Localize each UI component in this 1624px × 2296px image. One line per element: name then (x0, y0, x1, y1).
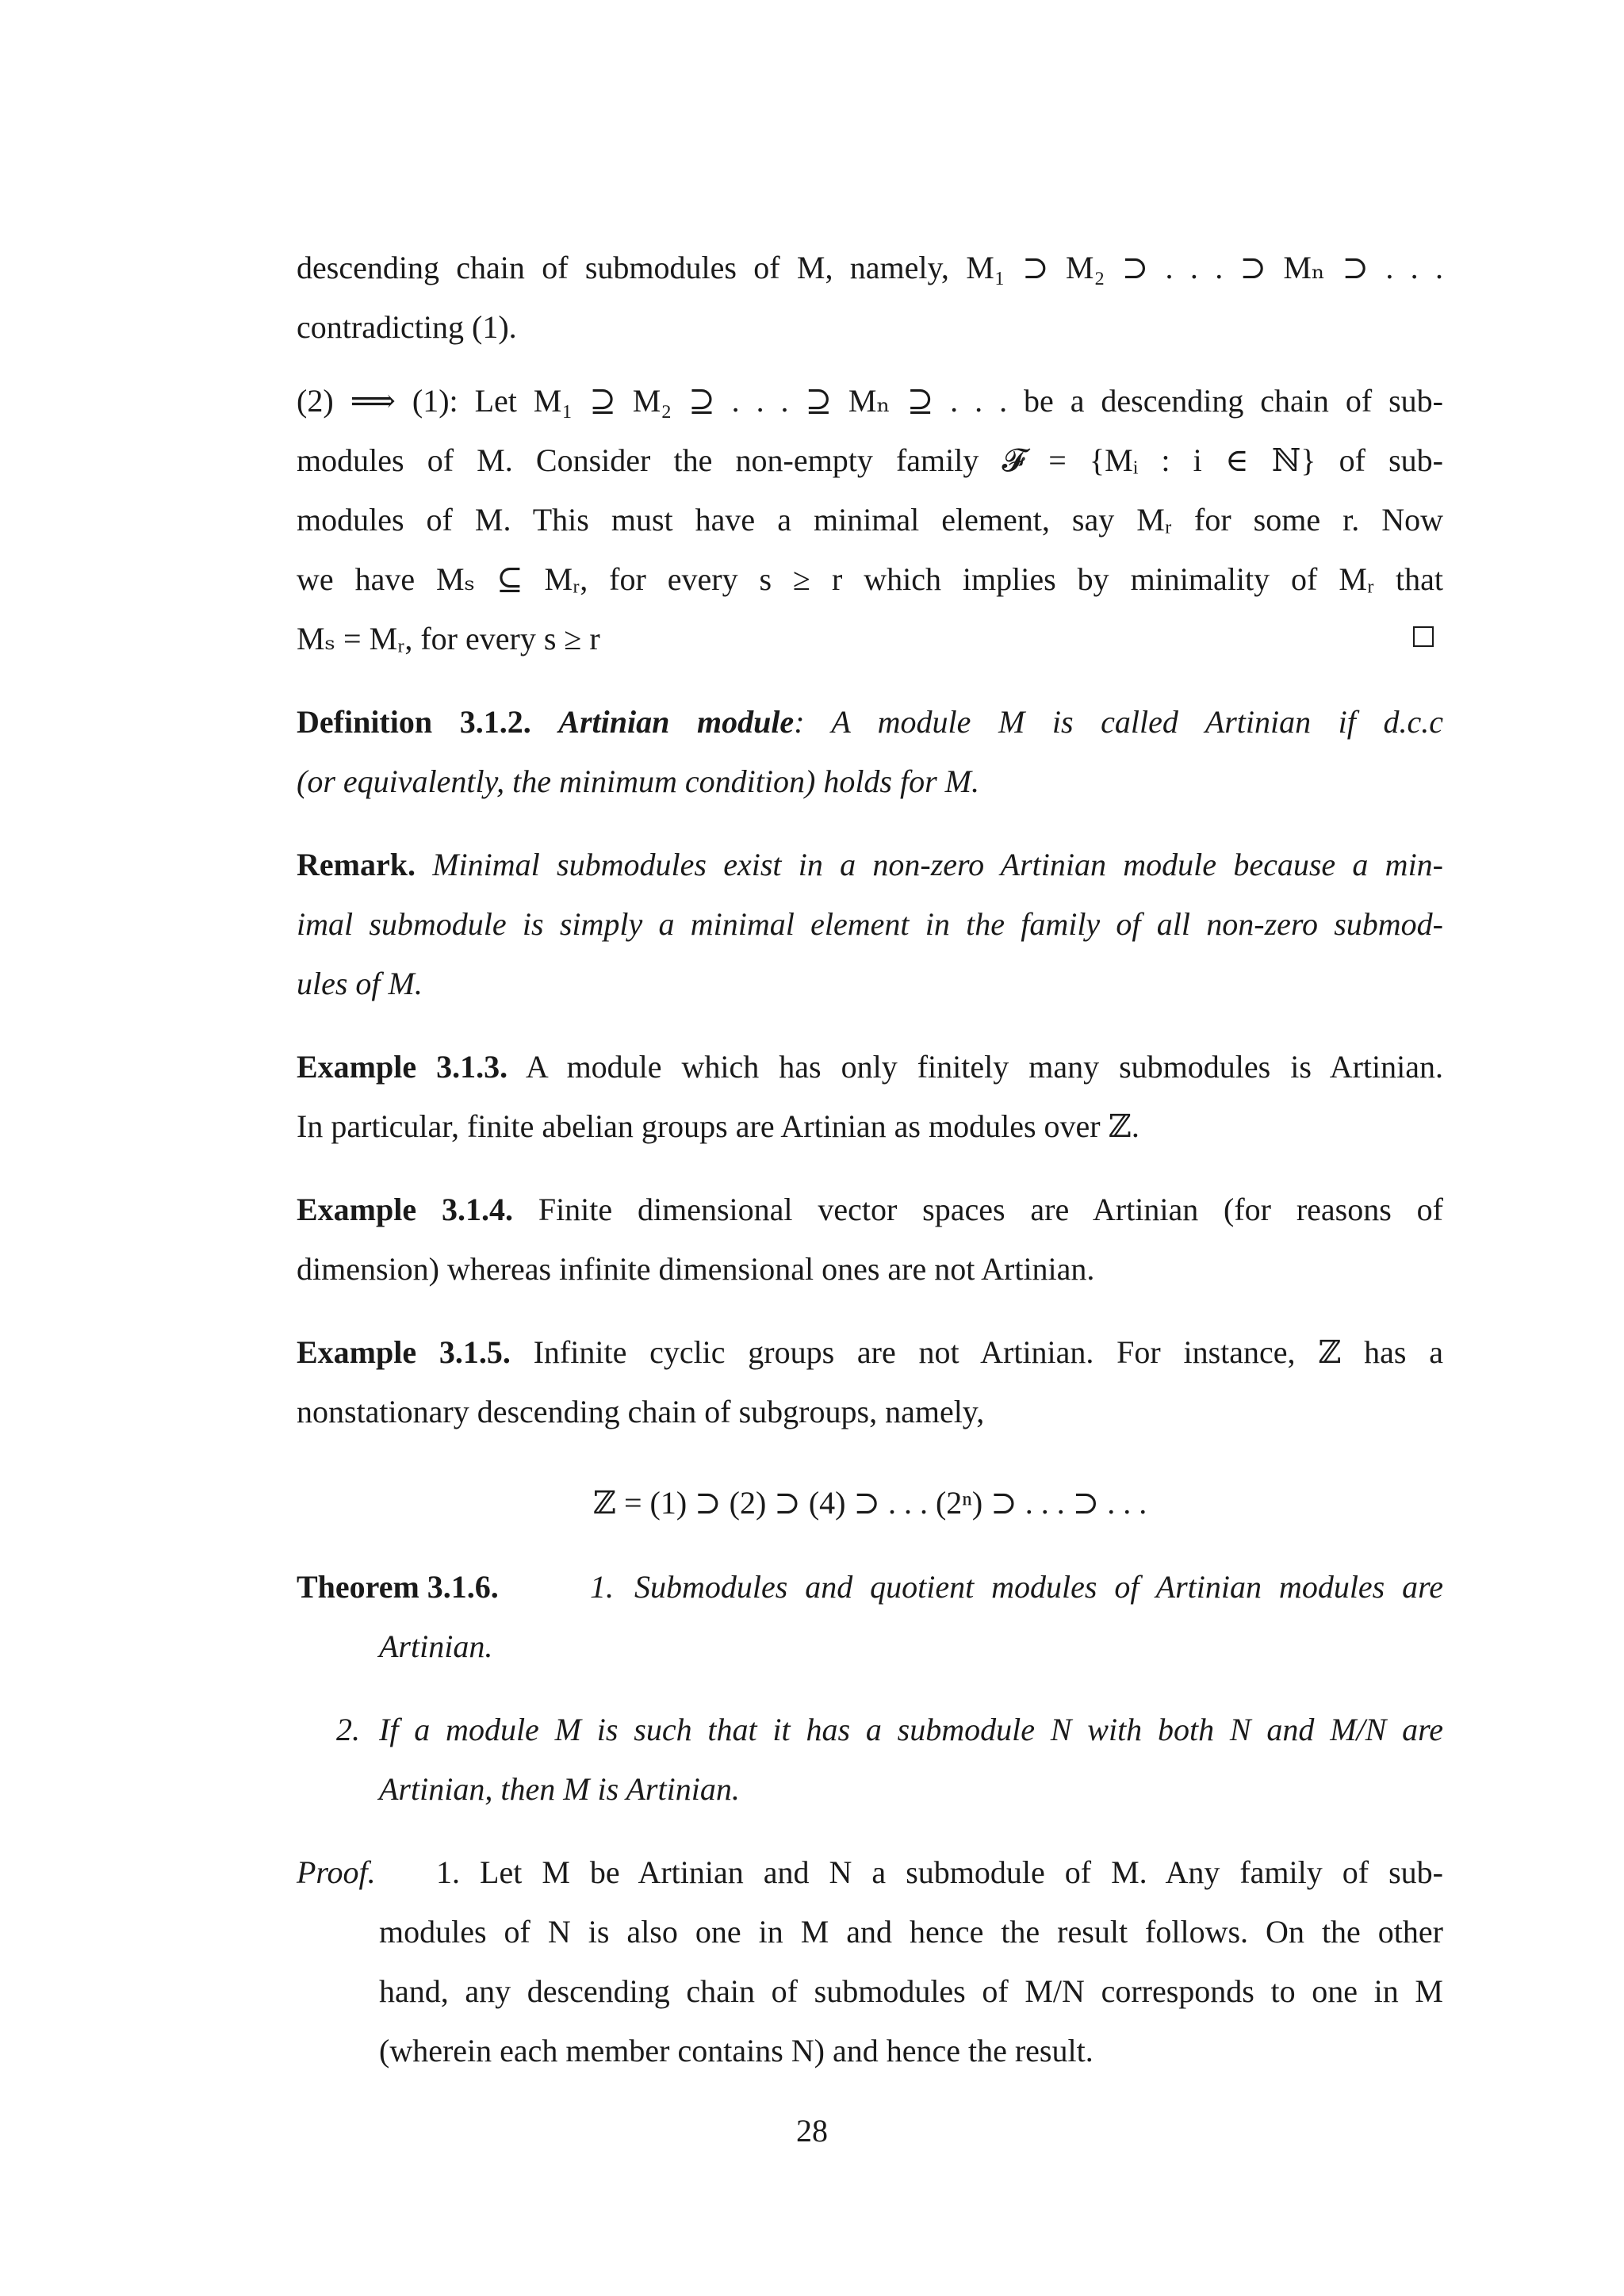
example-label: Example 3.1.3. (297, 1049, 508, 1085)
definition-text: : A module M is called Artinian if d.c.c (794, 704, 1443, 740)
theorem-label: Theorem 3.1.6. (297, 1569, 499, 1605)
proof-line: 1. Let M be Artinian and N a submodule of M. Any family of sub- (436, 1854, 1443, 1890)
page-number: 28 (796, 2113, 828, 2149)
text-line: Mₛ = Mᵣ, for every s ≥ r (297, 621, 600, 656)
text-line: (2) ⟹ (1): Let M₁ ⊇ M₂ ⊇ . . . ⊇ Mₙ ⊇ . . . be a descending chain of sub- (297, 383, 1443, 419)
theorem-item-number: 2. (336, 1712, 360, 1747)
example-line: dimension) whereas infinite dimensional ones are not Artinian. (297, 1251, 1095, 1287)
text-line: we have Mₛ ⊆ Mᵣ, for every s ≥ r which implies by minimality of Mᵣ that (297, 561, 1443, 597)
definition-line (297, 706, 1443, 738)
example-line (297, 1194, 1443, 1226)
theorem-item-number: 1. (590, 1569, 614, 1605)
theorem-item-text: Artinian. (379, 1628, 493, 1664)
example-text: A module which has only finitely many submodules is Artinian. (508, 1049, 1443, 1085)
text-line: descending chain of submodules of M, namely, M₁ ⊃ M₂ ⊃ . . . ⊃ Mₙ ⊃ . . . (297, 250, 1443, 285)
remark-line (297, 849, 1443, 881)
proof-label: Proof. (297, 1854, 376, 1890)
example-line: In particular, finite abelian groups are Artinian as modules over ℤ. (297, 1108, 1139, 1144)
example-text: Infinite cyclic groups are not Artinian. For instance, ℤ has a (510, 1334, 1443, 1370)
example-line (297, 1051, 1443, 1083)
example-label: Example 3.1.5. (297, 1334, 511, 1370)
proof-line: hand, any descending chain of submodules of M/N corresponds to one in M (379, 1973, 1443, 2009)
proof-line: modules of N is also one in M and hence the result follows. On the other (379, 1914, 1443, 1950)
definition-label: Definition 3.1.2. (297, 704, 531, 740)
example-line (297, 1334, 1443, 1370)
display-equation: ℤ = (1) ⊃ (2) ⊃ (4) ⊃ . . . (2ⁿ) ⊃ . . . ⊃ . . . (592, 1485, 1147, 1521)
remark-label: Remark. (297, 847, 416, 882)
example-line: nonstationary descending chain of subgroups, namely, (297, 1394, 985, 1429)
text-line: contradicting (1). (297, 309, 517, 345)
example-text: Finite dimensional vector spaces are Artinian (for reasons of (512, 1192, 1443, 1227)
definition-term: Artinian module (558, 704, 795, 740)
example-label: Example 3.1.4. (297, 1192, 513, 1227)
theorem-item-text: Artinian, then M is Artinian. (379, 1771, 740, 1807)
remark-line: imal submodule is simply a minimal element in the family of all non-zero submod- (297, 906, 1443, 942)
text-line: modules of M. Consider the non-empty family 𝓕 = {Mᵢ : i ∈ ℕ} of sub- (297, 442, 1443, 478)
text-line: modules of M. This must have a minimal element, say Mᵣ for some r. Now (297, 502, 1443, 538)
definition-line: (or equivalently, the minimum condition) holds for M. (297, 763, 979, 799)
theorem-item-text: If a module M is such that it has a submodule N with both N and M/N are (379, 1712, 1443, 1747)
remark-line: ules of M. (297, 966, 423, 1001)
remark-text: Minimal submodules exist in a non-zero Artinian module because a min- (415, 847, 1443, 882)
theorem-item-text: Submodules and quotient modules of Artinian modules are (634, 1569, 1443, 1605)
proof-line: (wherein each member contains N) and hence the result. (379, 2033, 1094, 2068)
qed-square-icon (1413, 626, 1434, 647)
